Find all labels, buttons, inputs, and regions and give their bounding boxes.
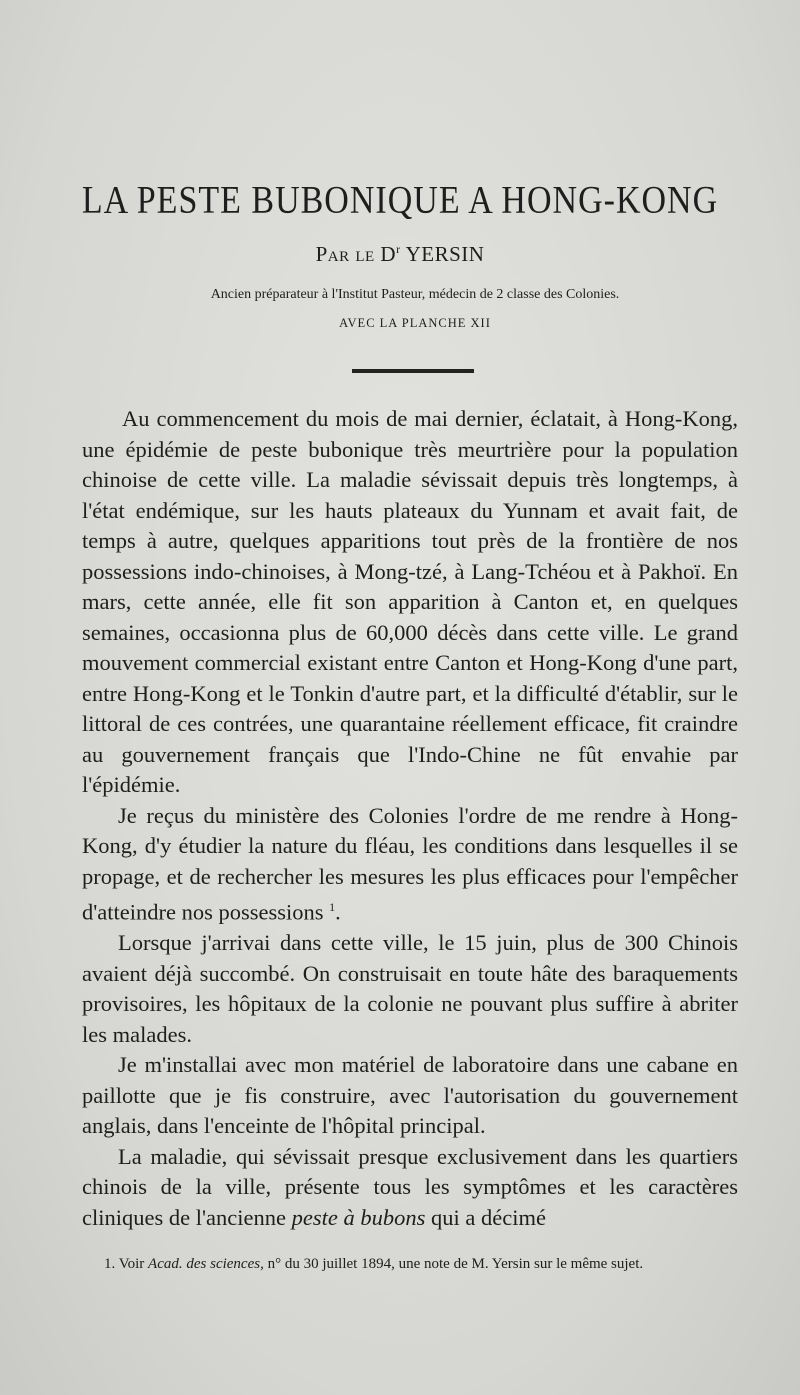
author-line xyxy=(0,242,800,267)
author-name: YERSIN xyxy=(405,242,485,266)
author-prefix: Par le xyxy=(315,242,375,266)
author-dr-sup: r xyxy=(396,242,401,256)
author-dr: D xyxy=(380,242,397,266)
footnote-ref[interactable]: 1 xyxy=(329,900,336,914)
paragraph-2-period: . xyxy=(335,899,341,925)
paragraph-5-end: qui a décimé xyxy=(430,1204,546,1230)
paragraph-4: Je m'installai avec mon matériel de laboratoire dans une cabane en paillotte que je fis construire, avec l'autorisation du gouvernement anglais, dans l'enceinte de l'hôpital principal. xyxy=(82,1052,738,1138)
paragraph-2-text: Je reçus du ministère des Colonies l'ordre de me rendre à Hong-Kong, d'y étudier la nature du fléau, les conditions dans lesquelles il se propage, et de rechercher les mesures les plus efficaces pour l'empêcher d'atteindre nos possessions xyxy=(82,802,738,925)
author-title xyxy=(380,242,400,266)
paragraph-5-text: La maladie, qui sévissait presque exclusivement dans les quartiers chinois de la ville, présente tous les symptômes et les caractères cliniques de l'ancienne xyxy=(82,1143,738,1230)
paragraph-3: Lorsque j'arrivai dans cette ville, le 15 juin, plus de 300 Chinois avaient déjà succombé. On construisait en toute hâte des baraquements provisoires, les hôpitaux de la colonie ne pouvant plus suffire à abriter les malades. xyxy=(82,930,738,1047)
paragraph-2 xyxy=(82,801,738,929)
author-affiliation: Ancien préparateur à l'Institut Pasteur, médecin de 2 classe des Colonies. xyxy=(210,287,620,302)
article-body xyxy=(82,404,738,1233)
italic-phrase: peste à bubons xyxy=(291,1204,426,1230)
title-divider xyxy=(352,369,474,373)
footnote-number: 1. xyxy=(104,1256,116,1272)
paragraph-5 xyxy=(82,1142,738,1234)
paragraph-1: Au commencement du mois de mai dernier, éclatait, à Hong-Kong, une épidémie de peste bubonique très meurtrière pour la population chinoise de cette ville. La maladie sévissait depuis très longtemps, à l'état endémique, sur les hauts plateaux du Yunnam et avait fait, de temps à autre, quelques apparitions tout près de la frontière de nos possessions indo-chinoises, à Mong-tzé, à Lang-Tchéou et à Pakhoï. En mars, cette année, elle fit son apparition à Canton et, en quelques semaines, occasionna plus de 60,000 décès dans cette ville. Le grand mouvement commercial existant entre Canton et Hong-Kong d'une part, entre Hong-Kong et le Tonkin d'autre part, et la difficulté d'établir, sur le littoral de ces contrées, une quarantaine réellement efficace, fit craindre au gouvernement français que l'Indo-Chine ne fût envahie par l'épidémie. xyxy=(82,406,738,797)
plate-reference: AVEC LA PLANCHE XII xyxy=(339,316,491,330)
footnote-source: Acad. des sciences, xyxy=(148,1256,264,1272)
footnote-voir: Voir xyxy=(118,1256,145,1272)
article-title: LA PESTE BUBONIQUE A HONG-KONG xyxy=(81,179,719,222)
footnote-text: n° du 30 juillet 1894, une note de M. Yersin sur le même sujet. xyxy=(267,1256,644,1272)
footnote xyxy=(82,1254,738,1274)
